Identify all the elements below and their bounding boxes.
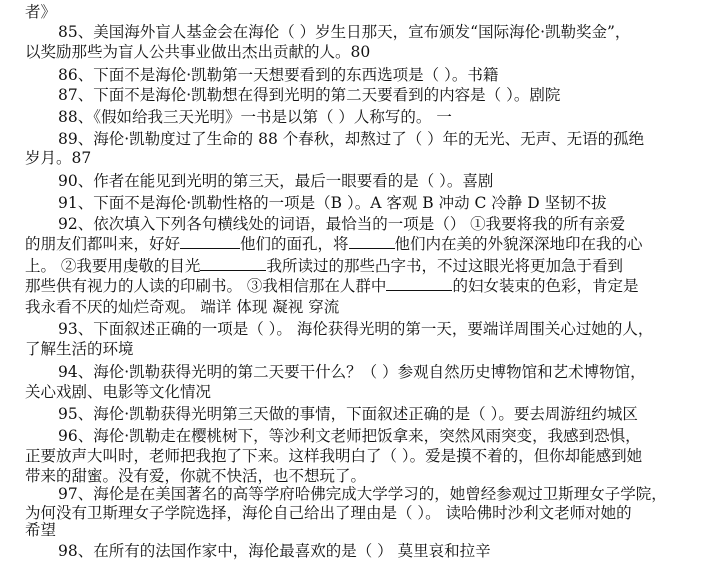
question-97-line-2: 为何没有卫斯理女子学院选择，海伦自己给出了理由是（ ）。 读哈佛时沙利文老师对她的 — [25, 504, 632, 522]
question-97-line-1: 97、海伦是在美国著名的高等学府哈佛完成大学学习的，她曾经参观过卫斯理女子学院， — [58, 485, 667, 503]
text-segment: 他们的面孔，将 — [240, 235, 349, 253]
question-97-line-3: 希望 — [25, 521, 57, 539]
text-segment: 上。 ②我要用虔敬的目光 — [25, 257, 201, 275]
fill-blank — [180, 234, 240, 249]
text-segment: 他们内在美的外貌深深地印在我的心 — [394, 235, 643, 253]
text-line: 者》 — [25, 3, 57, 21]
question-87: 87、下面不是海伦·凯勒想在得到光明的第二天要看到的内容是（ ）。剧院 — [58, 86, 561, 104]
question-93-line-2: 了解生活的环境 — [25, 340, 134, 358]
question-91: 91、下面不是海伦·凯勒性格的一项是（B ）。A 客观 B 冲动 C 冷静 D 坚韧不拔 — [58, 194, 607, 212]
question-94-line-2: 关心戏剧、电影等文化情况 — [25, 383, 212, 401]
question-85-line-2: 以奖励那些为盲人公共事业做出杰出贡献的人。80 — [25, 43, 371, 61]
fill-blank — [349, 234, 395, 249]
question-90: 90、作者在能见到光明的第三天，最后一眼要看的是（ ）。喜剧 — [58, 172, 494, 190]
question-89-line-2: 岁月。87 — [25, 149, 92, 167]
question-92-line-5: 我永看不厌的灿烂奇观。 端详 体现 凝视 穿流 — [25, 298, 340, 316]
question-85-line-1: 85、美国海外盲人基金会在海伦（ ）岁生日那天，宣布颁发“国际海伦·凯勒奖金”， — [58, 23, 631, 41]
text-segment: 的朋友们都叫来，好好 — [25, 235, 181, 253]
question-98: 98、在所有的法国作家中，海伦最喜欢的是（ ） 莫里哀和拉辛 — [58, 542, 491, 560]
text-segment: 那些供有视力的人读的印刷书。 ③我相信那在人群中 — [25, 277, 387, 295]
question-94-line-1: 94、海伦·凯勒获得光明的第二天要干什么？（ ）参观自然历史博物馆和艺术博物馆， — [58, 363, 646, 381]
question-92-line-2 — [25, 234, 643, 254]
text-segment: 我所读过的那些凸字书，不过这眼光将更加急于看到 — [266, 257, 623, 275]
fill-blank — [200, 256, 266, 271]
question-92-line-3 — [25, 256, 623, 276]
fill-blank — [386, 276, 452, 291]
question-88: 88、《假如给我三天光明》一书是以第（ ）人称写的。 一 — [58, 108, 452, 126]
question-96-line-3: 带来的甜蜜。没有爱，你就不快活，也不想玩了。 — [25, 467, 367, 485]
question-93-line-1: 93、下面叙述正确的一项是（ ）。 海伦获得光明的第一天，要端详周围关心过她的人， — [58, 320, 654, 338]
question-92-line-1: 92、依次填入下列各句横线处的词语，最恰当的一项是（） ①我要将我的所有亲爱 — [58, 215, 626, 233]
question-92-line-4 — [25, 276, 638, 296]
question-86: 86、下面不是海伦·凯勒第一天想要看到的东西选项是（ ）。书籍 — [58, 66, 499, 84]
text-segment: 的妇女装束的色彩，肯定是 — [452, 277, 639, 295]
question-95: 95、海伦·凯勒获得光明第三天做的事情，下面叙述正确的是（ ）。要去周游纽约城区 — [58, 405, 638, 423]
question-96-line-2: 正要放声大叫时，老师把我抱了下来。这样我明白了（ ）。爱是摸不着的，但你却能感到她 — [25, 447, 643, 465]
question-89-line-1: 89、海伦·凯勒度过了生命的 88 个春秋，却熬过了（ ）年的无光、无声、无语的孤绝 — [58, 130, 645, 148]
question-96-line-1: 96、海伦·凯勒走在樱桃树下，等沙利文老师把饭拿来，突然风雨突变，我感到恐惧， — [58, 427, 641, 445]
